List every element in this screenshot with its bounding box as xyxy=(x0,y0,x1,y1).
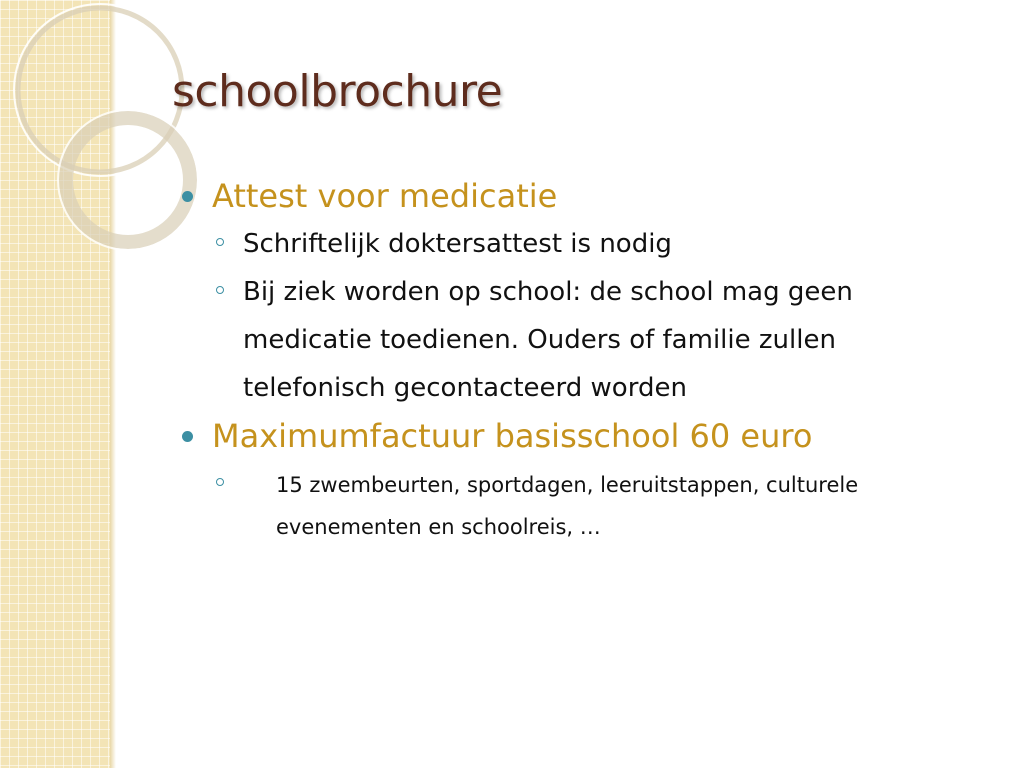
bullet-item-attest xyxy=(180,172,980,220)
bullet-text: Attest voor medicatie xyxy=(212,177,558,215)
sub-bullet-circle-icon xyxy=(216,286,224,294)
sub-bullet-item xyxy=(180,220,980,268)
sub-bullet-item xyxy=(180,464,980,548)
slide-title: schoolbrochure xyxy=(172,66,503,117)
sub-bullet-item xyxy=(180,268,980,412)
bullet-dot-icon xyxy=(182,431,193,442)
sub-bullet-text: Schriftelijk doktersattest is nodig xyxy=(243,229,672,259)
sub-bullet-text: Bij ziek worden op school: de school mag geen medicatie toedienen. Ouders of familie zullen telefonisch gecontacteerd worden xyxy=(243,277,853,403)
sub-bullet-circle-icon xyxy=(216,478,224,486)
bullet-list xyxy=(180,172,980,548)
sub-bullet-text: 15 zwembeurten, sportdagen, leeruitstappen, culturele evenementen en schoolreis, … xyxy=(276,473,859,539)
bullet-item-maximumfactuur xyxy=(180,412,980,460)
decorative-circles xyxy=(0,0,200,260)
sub-bullet-circle-icon xyxy=(216,238,224,246)
bullet-dot-icon xyxy=(182,191,193,202)
bullet-text: Maximumfactuur basisschool 60 euro xyxy=(212,417,813,455)
